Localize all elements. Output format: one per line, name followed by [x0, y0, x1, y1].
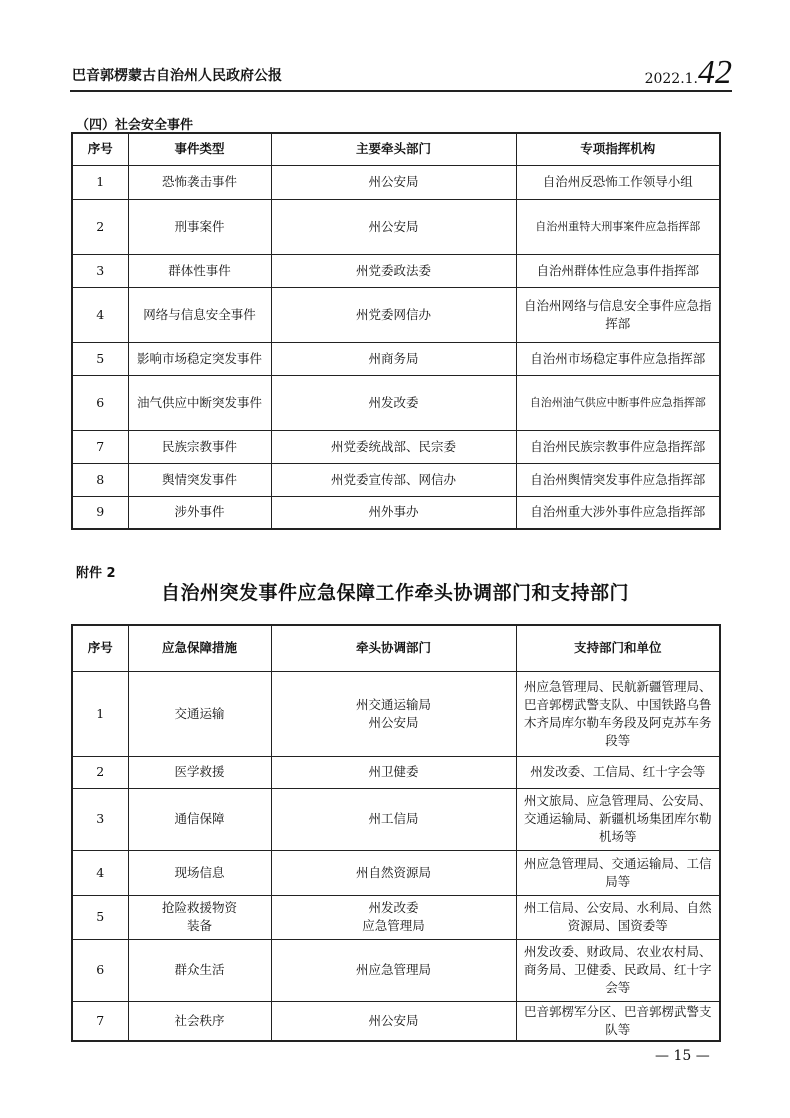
table-cell: 1	[72, 671, 128, 756]
table-cell: 6	[72, 939, 128, 1001]
issue-number: 42	[698, 54, 732, 91]
table-cell: 3	[72, 254, 128, 287]
table-cell: 州党委统战部、民宗委	[271, 430, 516, 463]
table-cell: 州党委网信办	[271, 287, 516, 342]
table-cell: 群体性事件	[128, 254, 271, 287]
table-cell: 州党委宣传部、网信办	[271, 463, 516, 496]
table-cell: 舆情突发事件	[128, 463, 271, 496]
table-cell: 自治州舆情突发事件应急指挥部	[516, 463, 720, 496]
column-header: 主要牵头部门	[271, 133, 516, 165]
issue-info	[645, 54, 732, 92]
page-number: — 15 —	[655, 1048, 710, 1064]
table-cell: 医学救援	[128, 756, 271, 788]
publication-name: 巴音郭楞蒙古自治州人民政府公报	[72, 68, 282, 84]
table-cell: 州发改委、工信局、红十字会等	[516, 756, 720, 788]
table-cell: 自治州重特大刑事案件应急指挥部	[516, 199, 720, 254]
table-cell: 州应急管理局、交通运输局、工信局等	[516, 850, 720, 895]
table-cell: 自治州油气供应中断事件应急指挥部	[516, 375, 720, 430]
table-cell: 州商务局	[271, 342, 516, 375]
table-cell: 1	[72, 165, 128, 199]
annex-title: 自治州突发事件应急保障工作牵头协调部门和支持部门	[160, 582, 629, 604]
table-row	[72, 496, 720, 529]
table-cell: 自治州群体性应急事件指挥部	[516, 254, 720, 287]
table-cell: 7	[72, 1001, 128, 1041]
table-cell: 州应急管理局	[271, 939, 516, 1001]
table-cell: 4	[72, 287, 128, 342]
table-cell: 州发改委、财政局、农业农村局、商务局、卫健委、民政局、红十字会等	[516, 939, 720, 1001]
table-cell: 油气供应中断突发事件	[128, 375, 271, 430]
table-cell: 州工信局、公安局、水利局、自然资源局、国资委等	[516, 895, 720, 939]
table-cell: 现场信息	[128, 850, 271, 895]
table-row	[72, 939, 720, 1001]
table-cell: 刑事案件	[128, 199, 271, 254]
table-cell: 自治州重大涉外事件应急指挥部	[516, 496, 720, 529]
column-header: 牵头协调部门	[271, 625, 516, 671]
table-cell: 社会秩序	[128, 1001, 271, 1041]
table-row	[72, 342, 720, 375]
section-title: （四）社会安全事件	[76, 118, 194, 133]
table-cell: 州工信局	[271, 788, 516, 850]
table-cell: 5	[72, 895, 128, 939]
table-cell: 州发改委 应急管理局	[271, 895, 516, 939]
table-cell: 州党委政法委	[271, 254, 516, 287]
table-cell: 涉外事件	[128, 496, 271, 529]
column-header: 专项指挥机构	[516, 133, 720, 165]
table-cell: 7	[72, 430, 128, 463]
table-cell: 州发改委	[271, 375, 516, 430]
table-cell: 州公安局	[271, 199, 516, 254]
table-header-row	[72, 625, 720, 671]
table-cell: 州文旅局、应急管理局、公安局、交通运输局、新疆机场集团库尔勒机场等	[516, 788, 720, 850]
table-cell: 6	[72, 375, 128, 430]
column-header: 序号	[72, 625, 128, 671]
table-row	[72, 463, 720, 496]
table-row	[72, 756, 720, 788]
table-cell: 2	[72, 199, 128, 254]
column-header: 应急保障措施	[128, 625, 271, 671]
table-cell: 州自然资源局	[271, 850, 516, 895]
annex-label: 附件 2	[76, 566, 116, 581]
table-row	[72, 895, 720, 939]
table-cell: 州交通运输局 州公安局	[271, 671, 516, 756]
table-cell: 4	[72, 850, 128, 895]
table-cell: 8	[72, 463, 128, 496]
column-header: 支持部门和单位	[516, 625, 720, 671]
table-row	[72, 254, 720, 287]
table-cell: 巴音郭楞军分区、巴音郭楞武警支队等	[516, 1001, 720, 1041]
table-cell: 交通运输	[128, 671, 271, 756]
table-cell: 州公安局	[271, 1001, 516, 1041]
table-row	[72, 199, 720, 254]
table-cell: 影响市场稳定突发事件	[128, 342, 271, 375]
table-row	[72, 850, 720, 895]
table-row	[72, 788, 720, 850]
table-cell: 5	[72, 342, 128, 375]
table-row	[72, 430, 720, 463]
emergency-support-table	[71, 624, 721, 1042]
table-cell: 3	[72, 788, 128, 850]
header-rule	[70, 90, 732, 92]
table-row	[72, 287, 720, 342]
table-cell: 自治州网络与信息安全事件应急指挥部	[516, 287, 720, 342]
table-cell: 通信保障	[128, 788, 271, 850]
table-cell: 网络与信息安全事件	[128, 287, 271, 342]
table-cell: 2	[72, 756, 128, 788]
table-row	[72, 1001, 720, 1041]
table-cell: 自治州反恐怖工作领导小组	[516, 165, 720, 199]
social-security-events-table	[71, 132, 721, 530]
table-cell: 抢险救援物资 装备	[128, 895, 271, 939]
table-cell: 群众生活	[128, 939, 271, 1001]
table-cell: 自治州民族宗教事件应急指挥部	[516, 430, 720, 463]
table-cell: 州外事办	[271, 496, 516, 529]
table-cell: 州公安局	[271, 165, 516, 199]
table-row	[72, 375, 720, 430]
table-cell: 9	[72, 496, 128, 529]
table-cell: 恐怖袭击事件	[128, 165, 271, 199]
table-row	[72, 165, 720, 199]
column-header: 序号	[72, 133, 128, 165]
issue-date: 2022.1.	[644, 71, 698, 87]
page-header	[70, 54, 732, 91]
table-cell: 州卫健委	[271, 756, 516, 788]
table-header-row	[72, 133, 720, 165]
table-row	[72, 671, 720, 756]
column-header: 事件类型	[128, 133, 271, 165]
table-cell: 自治州市场稳定事件应急指挥部	[516, 342, 720, 375]
table-cell: 州应急管理局、民航新疆管理局、巴音郭楞武警支队、中国铁路乌鲁木齐局库尔勒车务段及阿克苏车务段等	[516, 671, 720, 756]
table-cell: 民族宗教事件	[128, 430, 271, 463]
